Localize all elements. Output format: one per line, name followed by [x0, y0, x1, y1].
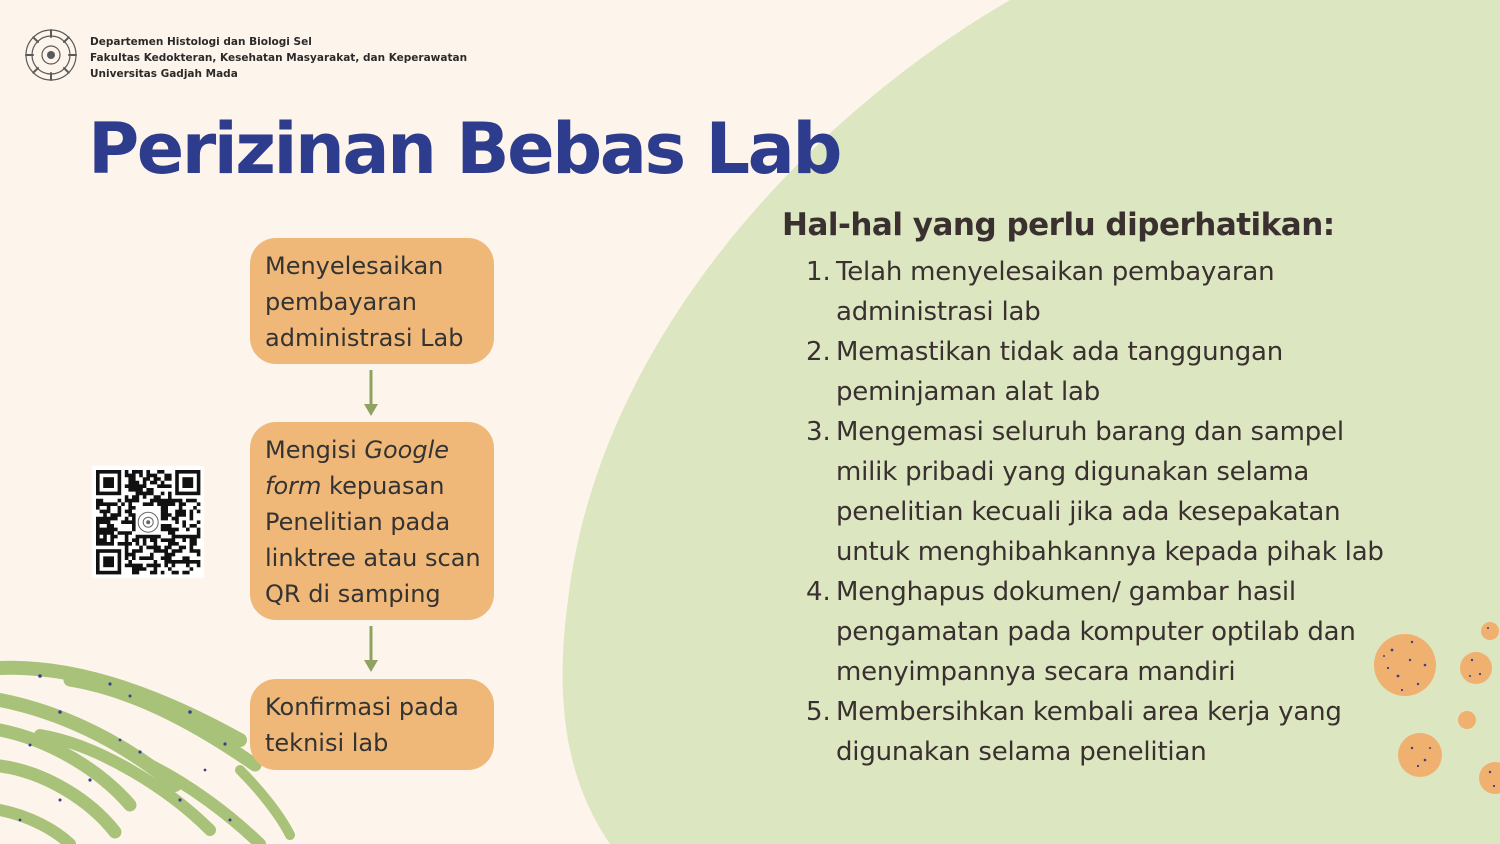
note-item: [836, 252, 1274, 332]
step-text-line: QR di samping: [265, 580, 441, 608]
institution-faculty: Fakultas Kedokteran, Kesehatan Masyarakat, dan Keperawatan: [90, 52, 468, 64]
step-text-line: Konfirmasi pada: [265, 693, 459, 721]
note-line: digunakan selama penelitian: [836, 737, 1207, 767]
note-number: 3.: [806, 417, 831, 447]
leaf-decoration: [0, 668, 290, 844]
step-text-italic: Google: [364, 436, 450, 464]
note-number: 4.: [806, 577, 831, 607]
step-text-line: Penelitian pada: [265, 508, 451, 536]
note-line: menyimpannya secara mandiri: [836, 657, 1236, 687]
note-line: pengamatan pada komputer optilab dan: [836, 617, 1356, 647]
note-item: [836, 332, 1283, 412]
note-number: 2.: [806, 337, 831, 367]
qr-code[interactable]: [92, 466, 204, 578]
note-number: 1.: [806, 257, 831, 287]
note-line: Memastikan tidak ada tanggungan: [836, 337, 1284, 367]
note-line: administrasi lab: [836, 297, 1041, 327]
arrow-down-icon: [362, 370, 380, 418]
page-title: Perizinan Bebas Lab: [88, 108, 840, 190]
institution-university: Universitas Gadjah Mada: [90, 68, 238, 80]
flow-step-payment: [250, 238, 494, 364]
note-line: milik pribadi yang digunakan selama: [836, 457, 1310, 487]
note-line: peminjaman alat lab: [836, 377, 1101, 407]
flow-step-google-form: [250, 422, 494, 620]
step-text-line: teknisi lab: [265, 729, 389, 757]
note-line: penelitian kecuali jika ada kesepakatan: [836, 497, 1341, 527]
qr-finder: [96, 470, 121, 495]
institution-department: Departemen Histologi dan Biologi Sel: [90, 36, 312, 48]
note-line: Mengemasi seluruh barang dan sampel: [836, 417, 1344, 447]
note-line: Menghapus dokumen/ gambar hasil: [836, 577, 1296, 607]
flow-step-confirm: [250, 679, 494, 770]
ugm-seal-icon: [24, 28, 78, 82]
note-line: Membersihkan kembali area kerja yang: [836, 697, 1342, 727]
step-text-line: linktree atau scan: [265, 544, 481, 572]
step-text: Mengisi: [265, 436, 365, 464]
qr-finder: [175, 470, 200, 495]
note-line: Telah menyelesaikan pembayaran: [836, 257, 1275, 287]
note-item: [836, 572, 1356, 692]
institution-header: [24, 28, 467, 82]
note-number: 5.: [806, 697, 831, 727]
step-text-line: administrasi Lab: [265, 324, 464, 352]
institution-text: [90, 34, 467, 82]
step-text-line: pembayaran: [265, 288, 418, 316]
qr-finder: [96, 549, 121, 574]
step-text: kepuasan: [321, 472, 445, 500]
notes-heading: Hal-hal yang perlu diperhatikan:: [782, 207, 1335, 243]
step-text-line: Menyelesaikan: [265, 252, 444, 280]
note-line: untuk menghibahkannya kepada pihak lab: [836, 537, 1384, 567]
arrow-down-icon: [362, 626, 380, 674]
qr-center-logo-icon: [136, 510, 160, 534]
note-item: [836, 692, 1342, 772]
note-item: [836, 412, 1384, 572]
step-text-line: [265, 468, 486, 504]
step-text-line: [265, 432, 486, 468]
step-text-italic: form: [265, 472, 322, 500]
